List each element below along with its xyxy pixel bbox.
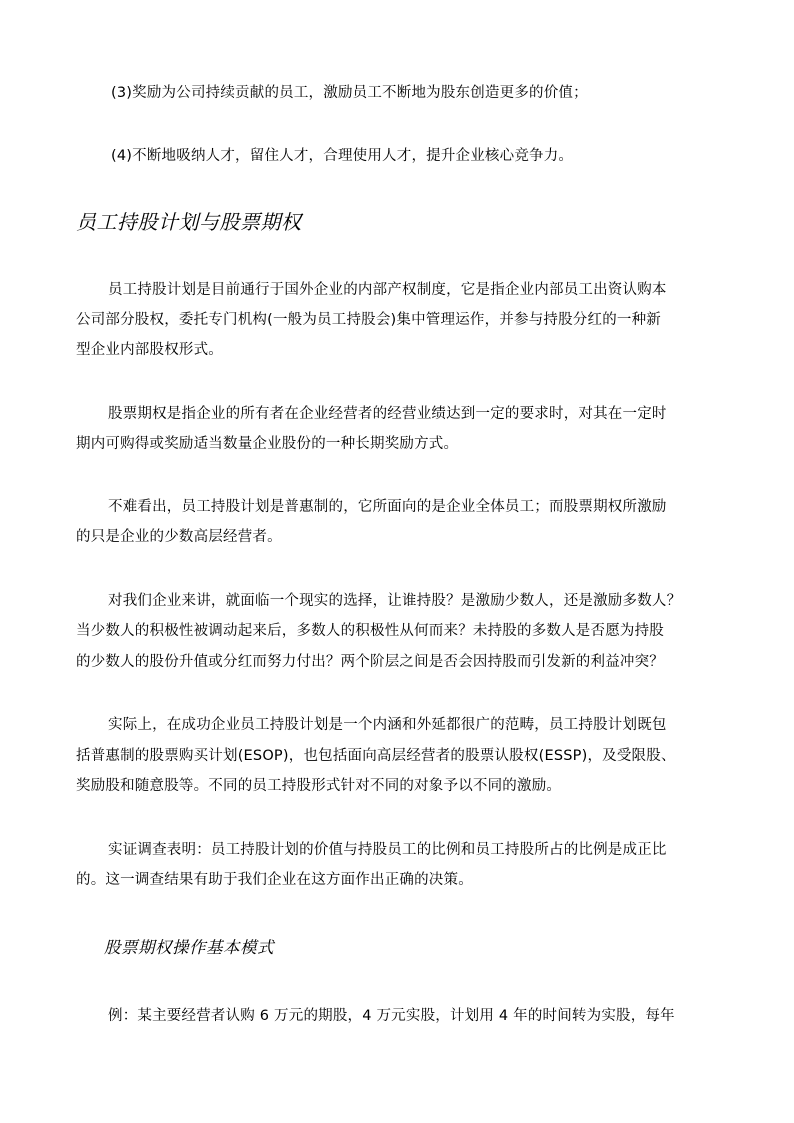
section-heading: 员工持股计划与股票期权 [76, 210, 302, 234]
example-line: 例：某主要经营者认购 6 万元的期股，4 万元实股，计划用 4 年的时间转为实股，每年 [108, 1008, 675, 1024]
paragraph-3-line-1: 不难看出，员工持股计划是普惠制的，它所面向的是企业全体员工；而股票期权所激励 [108, 499, 667, 515]
paragraph-5-line-1: 实际上，在成功企业员工持股计划是一个内涵和外延都很广的范畴，员工持股计划既包 [108, 717, 667, 733]
subsection-heading: 股票期权操作基本模式 [104, 938, 274, 957]
paragraph-4-line-1: 对我们企业来讲，就面临一个现实的选择，让谁持股？是激励少数人，还是激励多数人？ [108, 593, 682, 609]
paragraph-2-line-2: 期内可购得或奖励适当数量企业股份的一种长期奖励方式。 [76, 436, 459, 452]
paragraph-1-line-1: 员工持股计划是目前通行于国外企业的内部产权制度，它是指企业内部员工出资认购本 [108, 282, 667, 298]
paragraph-1-line-2: 公司部分股权，委托专门机构(一般为员工持股会)集中管理运作，并参与持股分红的一种新 [76, 312, 662, 328]
paragraph-3-line-2: 的只是企业的少数高层经营者。 [76, 529, 282, 545]
paragraph-5-line-3: 奖励股和随意股等。不同的员工持股形式针对不同的对象予以不同的激励。 [76, 778, 562, 794]
paragraph-4-line-3: 的少数人的股份升值或分红而努力付出？两个阶层之间是否会因持股而引发新的利益冲突？ [76, 654, 664, 670]
paragraph-1-line-3: 型企业内部股权形式。 [76, 342, 223, 358]
paragraph-6-line-1: 实证调查表明：员工持股计划的价值与持股员工的比例和员工持股所占的比例是成正比 [108, 842, 667, 858]
paragraph-4-line-2: 当少数人的积极性被调动起来后，多数人的积极性从何而来？未持股的多数人是否愿为持股 [76, 623, 664, 639]
list-item-4: (4)不断地吸纳人才，留住人才，合理使用人才，提升企业核心竞争力。 [111, 148, 574, 164]
paragraph-2-line-1: 股票期权是指企业的所有者在企业经营者的经营业绩达到一定的要求时，对其在一定时 [108, 406, 667, 422]
paragraph-6-line-2: 的。这一调查结果有助于我们企业在这方面作出正确的决策。 [76, 872, 473, 888]
paragraph-5-line-2: 括普惠制的股票购买计划(ESOP)，也包括面向高层经营者的股票认股权(ESSP)，及受限股、 [76, 748, 676, 764]
list-item-3: (3)奖励为公司持续贡献的员工，激励员工不断地为股东创造更多的价值； [111, 85, 588, 101]
